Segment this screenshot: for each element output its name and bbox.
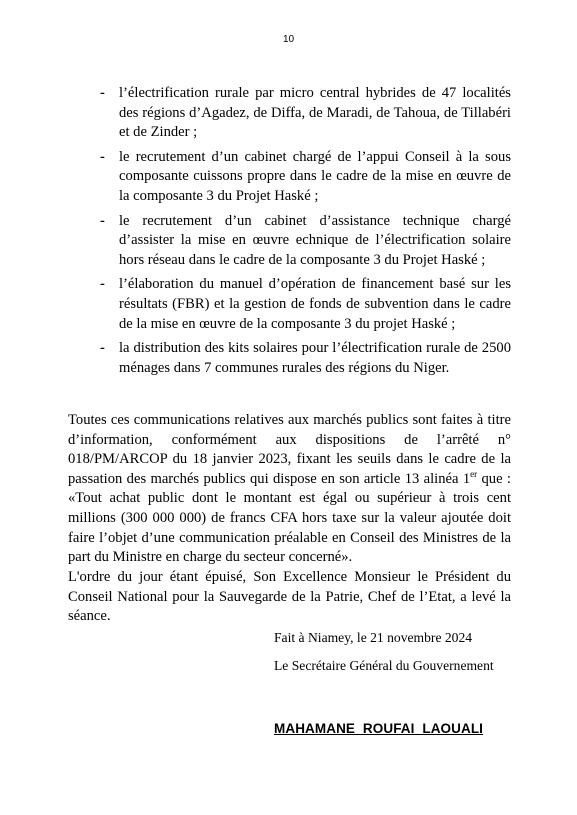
list-item-text: le recrutement d’un cabinet d’assistance technique chargé d’assister la mise en œuvre echnique de l’électrification solaire hors réseau dans le cadre de la composante 3 du Projet Haské ; — [119, 212, 511, 268]
list-item — [100, 212, 511, 271]
bullet-list — [100, 84, 511, 383]
procurement-text-end: que : «Tout achat public dont le montant est égal ou supérieur à trois cent millions (300 000 000) de francs CFA hors taxe sur la valeur ajoutée doit faire l’objet d’une communication préalable en Conseil des Ministres de la part du Ministre en charge du secteur concerné». — [68, 470, 511, 566]
list-item — [100, 339, 511, 378]
list-item — [100, 84, 511, 143]
list-item-text: l’électrification rurale par micro central hybrides de 47 localités des régions d’Agadez, de Diffa, de Maradi, de Tahoua, de Tillabéri et de Zinder ; — [119, 85, 511, 141]
bullet-marker: - — [100, 276, 105, 293]
procurement-paragraph — [68, 411, 511, 568]
bullet-marker: - — [100, 340, 105, 357]
bullet-marker: - — [100, 85, 105, 101]
closing-paragraph: L'ordre du jour étant épuisé, Son Excellence Monsieur le Président du Conseil National pour la Sauvegarde de la Patrie, Chef de l’Etat, a levé la séance. — [68, 569, 511, 625]
page-number: 10 — [282, 34, 295, 45]
procurement-text-start: Toutes ces communications relatives aux marchés publics sont faites à titre d’information, conformément aux dispositions de l’arrêté n° 018/PM/ARCOP du 18 janvier 2023, fixant les seuils dans le cadre de la passation des marchés publics qui dispose en son article 13 alinéa 1 — [68, 412, 511, 487]
place-date: Fait à Niamey, le 21 novembre 2024 — [274, 630, 473, 645]
signatory-name: MAHAMANE ROUFAI LAOUALI — [274, 721, 484, 736]
superscript-er: er — [470, 468, 478, 479]
list-item — [100, 148, 511, 207]
bullet-marker: - — [100, 212, 105, 229]
list-item-text: la distribution des kits solaires pour l’électrification rurale de 2500 ménages dans 7 communes rurales des régions du Niger. — [119, 340, 511, 376]
list-item-text: l’élaboration du manuel d’opération de financement basé sur les résultats (FBR) et la gestion de fonds de subvention dans le cadre de la mise en œuvre de la composante 3 du projet Haské ; — [119, 276, 511, 332]
list-item — [100, 275, 511, 334]
bullet-marker: - — [100, 148, 105, 165]
list-item-text: le recrutement d’un cabinet chargé de l’appui Conseil à la sous composante cuissons propre dans le cadre de la mise en œuvre de la composante 3 du Projet Haské ; — [119, 148, 511, 204]
secretary-title: Le Secrétaire Général du Gouvernement — [274, 658, 494, 673]
